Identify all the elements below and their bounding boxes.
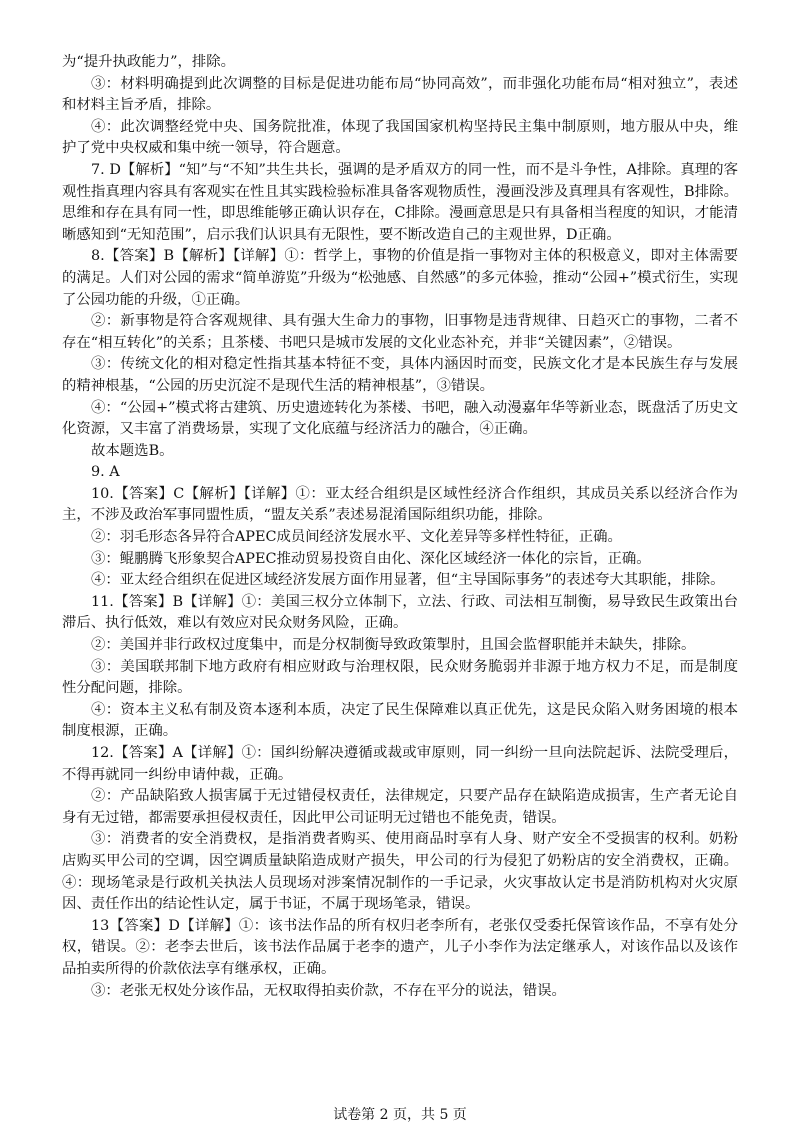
paragraph: 故本题选B。 [91,442,174,459]
document-body [62,52,738,1002]
answer-13: 13【答案】D【详解】①：该书法作品的所有权归老李所有，老张仅受委托保管该作品，不享有处分权，错误。②：老李去世后，该书法作品属于老李的遗产，儿子小李作为法定继承人，对该作品以及该作品拍卖所得的价款依法享有继承权，正确。 [62,917,738,977]
paragraph: ④：资本主义私有制及资本逐利本质，决定了民生保障难以真正优先，这是民众陷入财务困境的根本制度根源，正确。 [62,701,738,740]
paragraph: ④：“公园+”模式将古建筑、历史遗迹转化为茶楼、书吧，融入动漫嘉年华等新业态，既盘活了历史文化资源，又丰富了消费场景，实现了文化底蕴与经济活力的融合，④正确。 [62,399,738,438]
paragraph: ②：美国并非行政权过度集中，而是分权制衡导致政策掣肘，且国会监督职能并未缺失，排除。 [91,637,696,654]
paragraph: ②：新事物是符合客观规律、具有强大生命力的事物，旧事物是违背规律、日趋灭亡的事物，二者不存在“相互转化”的关系；且茶楼、书吧只是城市发展的文化业态补充，并非“关键因素”，②错误。 [62,313,738,351]
paragraph: ③：鲲鹏腾飞形象契合APEC推动贸易投资自由化、深化区域经济一体化的宗旨，正确。 [91,550,651,567]
page-footer: 试卷第 2 页，共 5 页 [333,1107,467,1123]
paragraph: ②：羽毛形态各异符合APEC成员间经济发展水平、文化差异等多样性特征，正确。 [91,529,622,546]
paragraph: ③：消费者的安全消费权，是指消费者购买、使用商品时享有人身、财产安全不受损害的权利。奶粉店购买甲公司的空调，因空调质量缺陷造成财产损失，甲公司的行为侵犯了奶粉店的安全消费权，正确。④：现场笔录是行政机关执法人员现场对涉案情况制作的一手记录，火灾事故认定书是消防机构对火灾原因、责任作出的结论性认定，属于书证，不属于现场笔录，错误。 [62,831,738,913]
paragraph: ③：美国联邦制下地方政府有相应财政与治理权限，民众财务脆弱并非源于地方权力不足，而是制度性分配问题，排除。 [62,658,738,697]
answer-11: 11.【答案】B【详解】①：美国三权分立体制下，立法、行政、司法相互制衡，易导致民生政策出台滞后、执行低效，难以有效应对民众财务风险，正确。 [62,593,738,632]
paragraph: 为“提升执政能力”，排除。 [62,54,236,70]
paragraph: ③：材料明确提到此次调整的目标是促进功能布局“协同高效”，而非强化功能布局“相对独立”，表述和材料主旨矛盾，排除。 [62,75,738,114]
paragraph: ②：产品缺陷致人损害属于无过错侵权责任，法律规定，只要产品存在缺陷造成损害，生产者无论自身有无过错，都需要承担侵权责任，因此甲公司证明无过错也不能免责，错误。 [62,788,738,826]
paragraph: ④：亚太经合组织在促进区域经济发展方面作用显著，但“主导国际事务”的表述夸大其职能，排除。 [91,572,725,589]
answer-12: 12.【答案】A【详解】①：国纠纷解决遵循或裁或审原则，同一纠纷一旦向法院起诉、法院受理后，不得再就同一纠纷申请仲裁，正确。 [62,745,738,783]
paragraph: ④：此次调整经党中央、国务院批准，体现了我国国家机构坚持民主集中制原则，地方服从中央，维护了党中央权威和集中统一领导，符合题意。 [62,118,738,157]
paragraph: ③：传统文化的相对稳定性指其基本特征不变，具体内涵因时而变，民族文化才是本民族生存与发展的精神根基，“公园的历史沉淀不是现代生活的精神根基”，③错误。 [62,356,738,394]
answer-7: 7. D【解析】“知”与“不知”共生共长，强调的是矛盾双方的同一性，而不是斗争性，A排除。真理的客观性指真理内容具有客观实在性且其实践检验标准具备客观物质性，漫画没涉及真理具有客观性，B排除。思维和存在具有同一性，即思维能够正确认识存在，C排除。漫画意思是只有具备相当程度的知识，才能清晰感知到“无知范围”，启示我们认识具有无限性，要不断改造自己的主观世界，D正确。 [62,161,738,243]
paragraph: ③：老张无权处分该作品，无权取得拍卖价款，不存在平分的说法，错误。 [91,982,566,999]
answer-9: 9. A [91,464,120,481]
answer-10: 10.【答案】C【解析】【详解】①：亚太经合组织是区域性经济合作组织，其成员关系以经济合作为主，不涉及政治军事同盟性质，“盟友关系”表述易混淆国际组织功能，排除。 [62,485,738,524]
answer-8: 8.【答案】B【解析】【详解】①：哲学上，事物的价值是指一事物对主体的积极意义，即对主体需要的满足。人们对公园的需求“简单游览”升级为“松弛感、自然感”的多元体验，推动“公园+”模式衍生，实现了公园功能的升级，①正确。 [62,248,738,308]
